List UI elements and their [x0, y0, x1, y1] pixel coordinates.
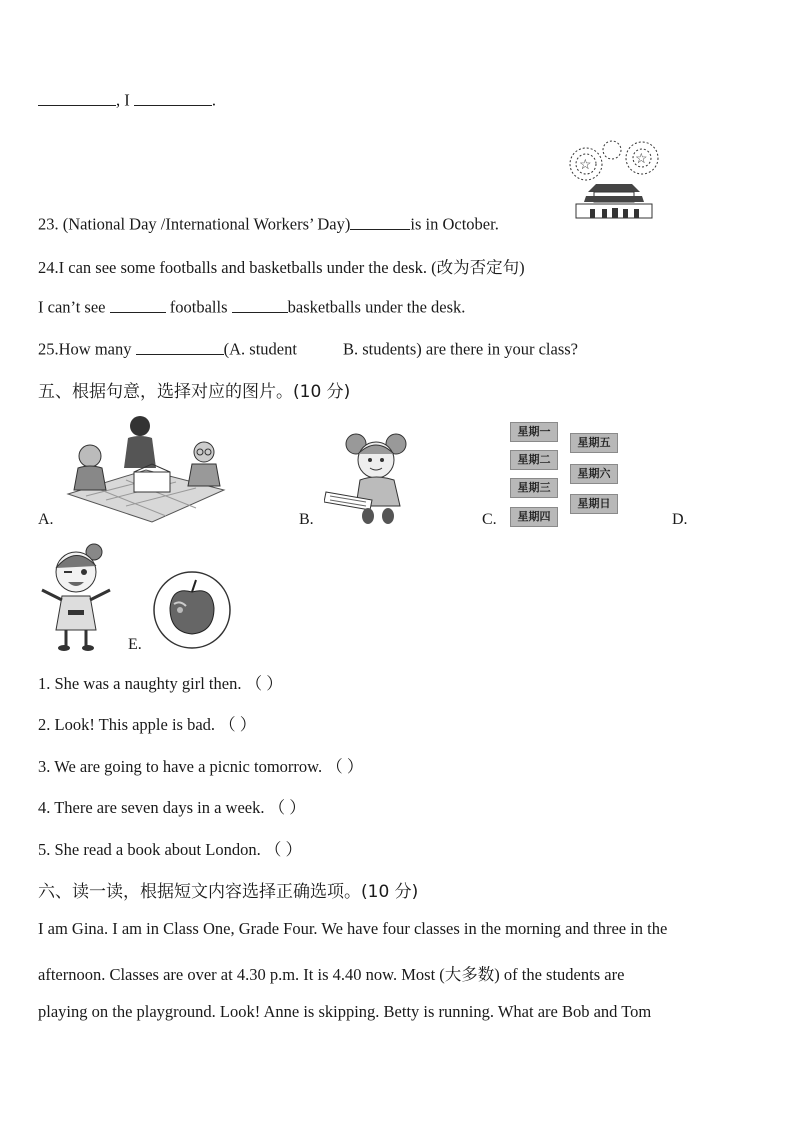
question-23: 23. (National Day /International Workers’ Day) is in October. [38, 212, 499, 235]
weekday-card: 星期三 [510, 478, 558, 498]
top-answer-line: , I . [38, 88, 216, 111]
answer-bracket[interactable]: （ ） [245, 674, 283, 693]
passage-line: I am Gina. I am in Class One, Grade Four. We have four classes in the morning and three in the [38, 919, 668, 938]
blank[interactable] [134, 88, 212, 106]
answer-bracket[interactable]: （ ） [219, 715, 257, 734]
question-25: 25.How many (A. student B. students) are there in your class? [38, 337, 578, 360]
question-item: 2. Look! This apple is bad. （ ） [38, 715, 257, 734]
section-5-heading: 五、根据句意，选择对应的图片。(10 分) [38, 382, 351, 402]
blank[interactable] [232, 295, 288, 313]
section-6-heading: 六、读一读，根据短文内容选择正确选项。(10 分) [38, 882, 419, 902]
option-a-label: A. [38, 511, 54, 528]
tiananmen-fireworks-image [562, 136, 666, 222]
svg-text:☆: ☆ [635, 152, 648, 167]
question-24-answer: I can’t see footballs basketballs under the desk. [38, 295, 465, 318]
answer-bracket[interactable]: （ ） [264, 840, 302, 859]
picnic-children-image [56, 408, 228, 524]
blank[interactable] [38, 88, 116, 106]
option-d-label: D. [672, 511, 688, 528]
question-item: 5. She read a book about London. （ ） [38, 840, 302, 859]
option-c-label: C. [482, 511, 497, 528]
weekday-card: 星期日 [570, 494, 618, 514]
question-item: 3. We are going to have a picnic tomorrow. （ ） [38, 757, 364, 776]
answer-bracket[interactable]: （ ） [268, 798, 306, 817]
answer-bracket[interactable]: （ ） [326, 757, 364, 776]
weekday-card: 星期二 [510, 450, 558, 470]
naughty-girl-image [38, 540, 116, 652]
weekday-card: 星期五 [570, 433, 618, 453]
option-b-label: B. [299, 511, 314, 528]
question-item: 1. She was a naughty girl then. （ ） [38, 674, 283, 693]
svg-text:☆: ☆ [579, 158, 592, 173]
weekday-card: 星期六 [570, 464, 618, 484]
passage-line: afternoon. Classes are over at 4.30 p.m. It is 4.40 now. Most (大多数) of the students are [38, 965, 625, 984]
bad-apple-image [150, 570, 234, 650]
girl-reading-book-image [324, 430, 420, 524]
option-e-label: E. [128, 636, 142, 653]
blank[interactable] [350, 212, 410, 230]
question-item: 4. There are seven days in a week. （ ） [38, 798, 306, 817]
blank[interactable] [136, 337, 224, 355]
blank[interactable] [110, 295, 166, 313]
question-24: 24.I can see some footballs and basketballs under the desk. (改为否定句) [38, 258, 525, 277]
weekday-card: 星期四 [510, 507, 558, 527]
passage-line: playing on the playground. Look! Anne is skipping. Betty is running. What are Bob and Tom [38, 1002, 652, 1021]
weekday-card: 星期一 [510, 422, 558, 442]
